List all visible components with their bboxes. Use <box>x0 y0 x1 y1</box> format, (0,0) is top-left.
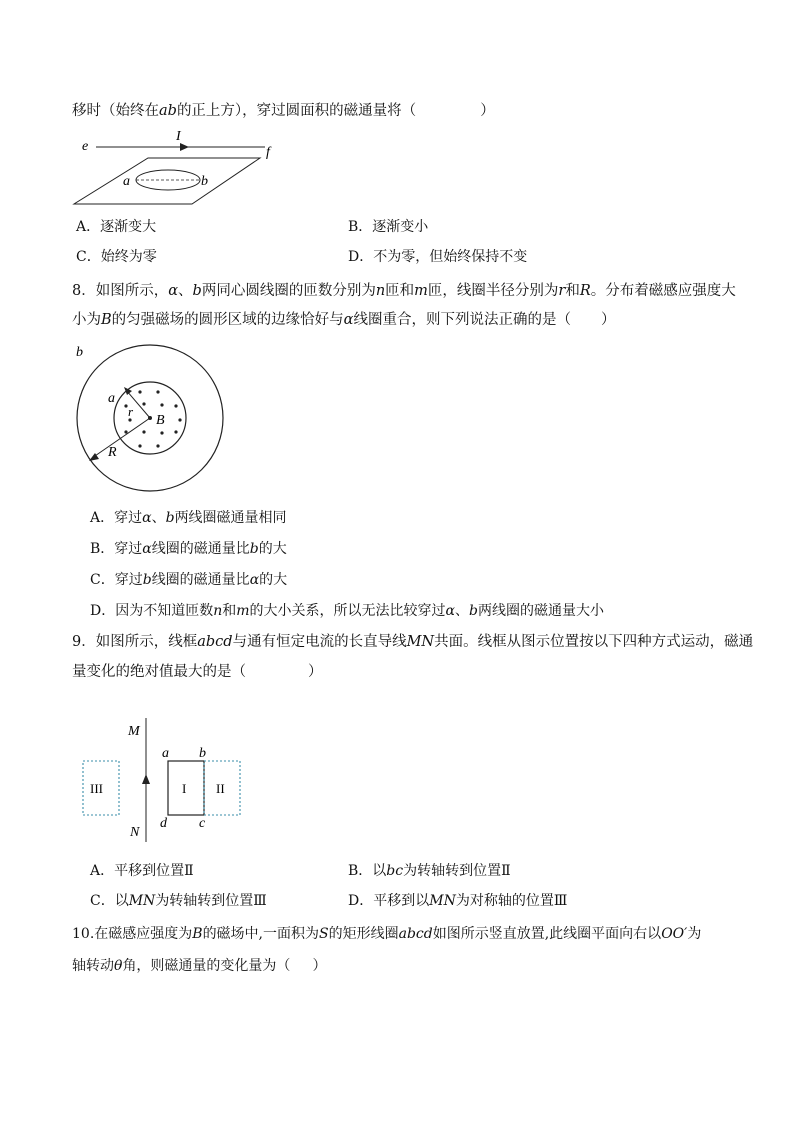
q8-stem-line-1: 8．如图所示，α、b两同心圆线圈的匝数分别为n匝和m匝，线圈半径分别为r和R。分布着磁感应强度大 <box>72 283 736 299</box>
q10-stem-line-1: 10.在磁感应强度为B的磁场中,一面积为S的矩形线圈abcd如图所示竖直放置,此线圈平面向右以OO′为 <box>72 926 702 942</box>
current-arrow <box>142 774 150 784</box>
q7-option-b[interactable]: B．逐渐变小 <box>348 219 429 235</box>
label-R: R <box>108 445 117 460</box>
field-dots <box>124 390 181 447</box>
q7-option-a[interactable]: A．逐渐变大 <box>76 219 157 235</box>
label-N: N <box>130 825 140 840</box>
q8-option-d[interactable]: D．因为不知道匝数n和m的大小关系，所以无法比较穿过α、b两线圈的磁通量大小 <box>90 603 604 619</box>
q9-stem-line-2: 量变化的绝对值最大的是（ ） <box>72 664 323 680</box>
label-III: III <box>90 781 103 796</box>
plane <box>74 158 260 204</box>
label-I: I <box>176 129 181 144</box>
label-r: r <box>128 404 134 419</box>
q7-option-d[interactable]: D．不为零，但始终保持不变 <box>348 249 528 265</box>
q7-stem-line: 移时（始终在ab的正上方），穿过圆面积的磁通量将（ ） <box>72 103 495 119</box>
q8-option-a[interactable]: A．穿过α、b两线圈磁通量相同 <box>90 510 287 526</box>
q10-stem-line-2: 轴转动θ角，则磁通量的变化量为（ ） <box>72 958 327 974</box>
q9-stem-line-1: 9．如图所示，线框abcd与通有恒定电流的长直导线MN共面。线框从图示位置按以下四种方式运动，磁通 <box>72 634 754 650</box>
current-arrow <box>180 143 189 151</box>
q9-option-d[interactable]: D．平移到以MN为对称轴的位置Ⅲ <box>348 893 568 909</box>
q9-option-a[interactable]: A．平移到位置Ⅱ <box>90 863 194 879</box>
q7-option-c[interactable]: C．始终为零 <box>76 249 157 265</box>
label-d: d <box>160 816 167 831</box>
q9-option-c[interactable]: C．以MN为转轴转到位置Ⅲ <box>90 893 267 909</box>
q8-option-c[interactable]: C．穿过b线圈的磁通量比α的大 <box>90 572 288 588</box>
label-a: a <box>162 746 169 761</box>
label-M: M <box>128 724 140 739</box>
label-b: b <box>199 746 206 761</box>
q9-figure <box>78 712 258 862</box>
q8-stem-line-2: 小为B的匀强磁场的圆形区域的边缘恰好与α线圈重合，则下列说法正确的是（ ） <box>72 312 616 328</box>
label-II: II <box>216 781 225 796</box>
radius-R <box>92 418 150 458</box>
label-a: a <box>108 391 115 406</box>
label-a: a <box>123 174 130 189</box>
q8-figure <box>70 340 240 510</box>
label-I: I <box>182 781 187 796</box>
label-f: f <box>266 145 270 160</box>
label-e: e <box>82 139 89 154</box>
label-b: b <box>76 345 83 360</box>
q9-option-b[interactable]: B．以bc为转轴转到位置Ⅱ <box>348 863 511 879</box>
label-B: B <box>156 413 165 428</box>
label-c: c <box>199 816 206 831</box>
label-b: b <box>201 174 208 189</box>
q8-option-b[interactable]: B．穿过α线圈的磁通量比b的大 <box>90 541 287 557</box>
q7-figure <box>70 128 290 198</box>
